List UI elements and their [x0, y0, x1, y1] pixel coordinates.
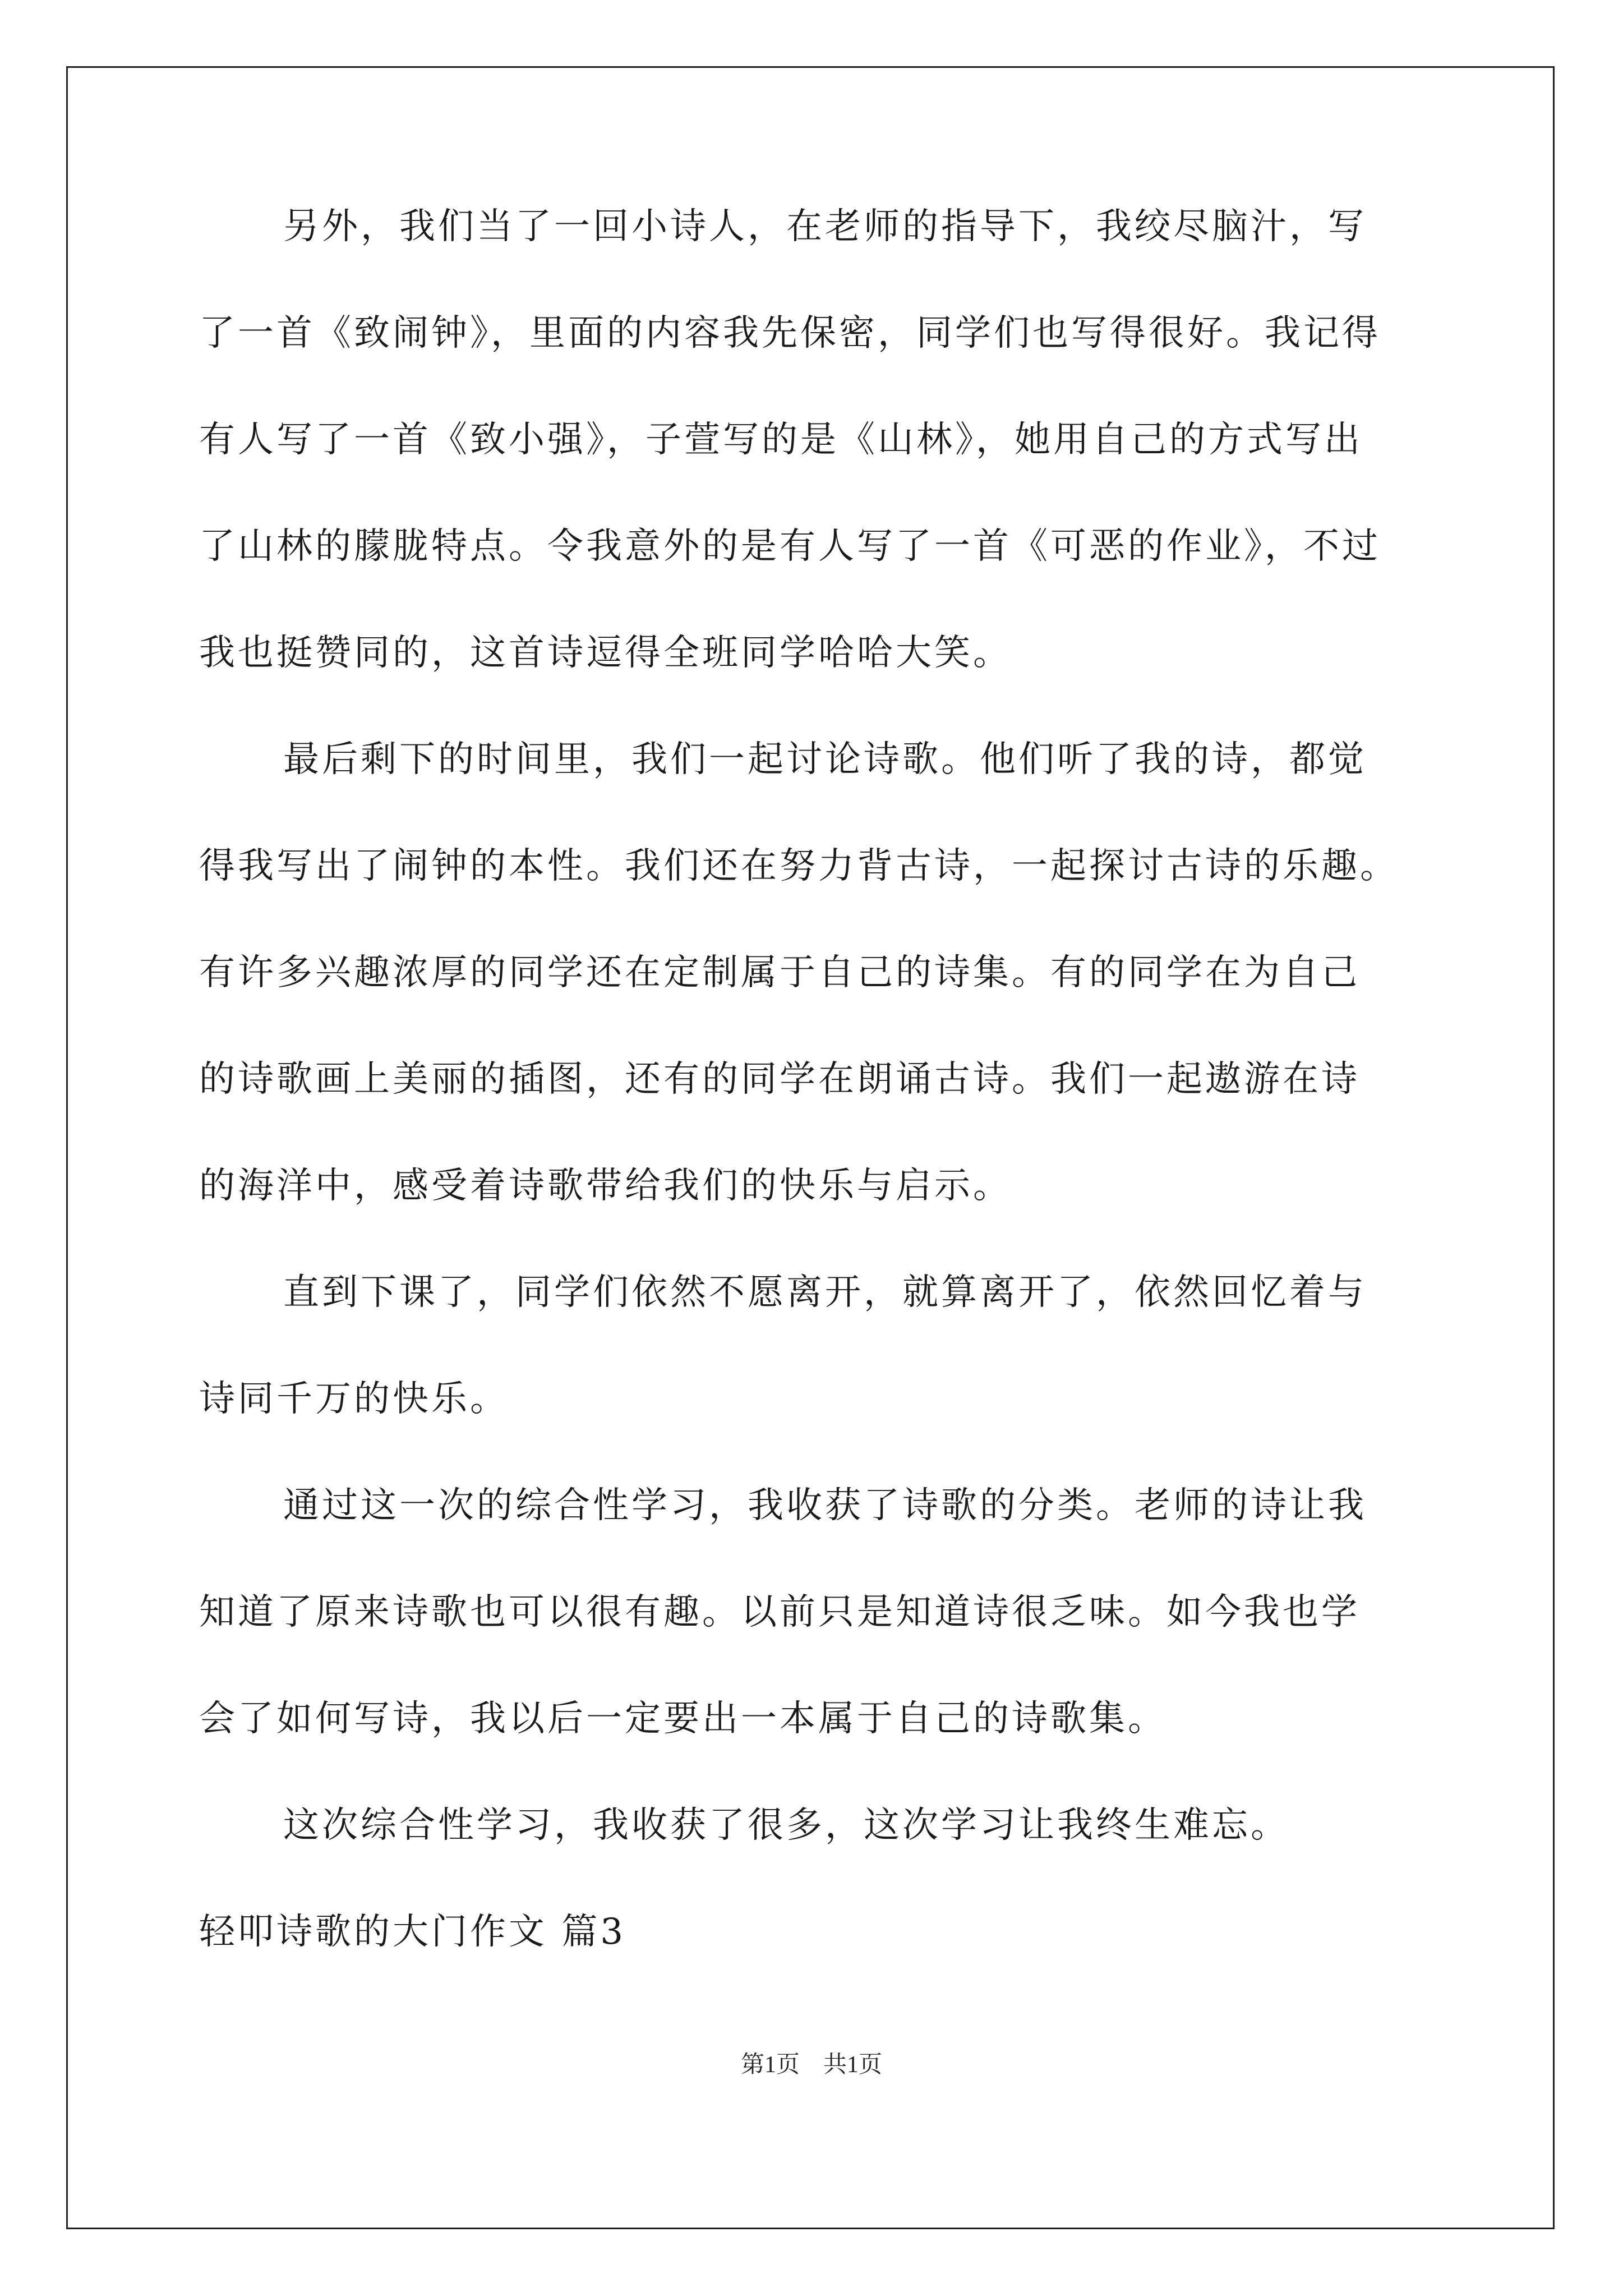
- paragraph-4-line-2: 知道了原来诗歌也可以很有趣。以前只是知道诗很乏味。如今我也学: [199, 1591, 1360, 1633]
- paragraph-2-line-2: 得我写出了闹钟的本性。我们还在努力背古诗，一起探讨古诗的乐趣。: [199, 845, 1399, 887]
- paragraph-2-line-5: 的海洋中，感受着诗歌带给我们的快乐与启示。: [199, 1165, 1012, 1207]
- paragraph-4-line-3: 会了如何写诗，我以后一定要出一本属于自己的诗歌集。: [199, 1698, 1166, 1740]
- paragraph-1-line-3: 有人写了一首《致小强》，子萱写的是《山林》，她用自己的方式写出: [199, 419, 1363, 461]
- paragraph-3-line-1: 直到下课了，同学们依然不愿离开，就算离开了，依然回忆着与: [283, 1272, 1367, 1313]
- paragraph-4-line-1: 通过这一次的综合性学习，我收获了诗歌的分类。老师的诗让我: [283, 1485, 1367, 1526]
- page-footer: 第1页 共1页: [740, 2052, 882, 2078]
- paragraph-3-line-2: 诗同千万的快乐。: [199, 1378, 509, 1420]
- paragraph-2-line-1: 最后剩下的时间里，我们一起讨论诗歌。他们听了我的诗，都觉: [283, 739, 1367, 780]
- paragraph-5-line-1: 这次综合性学习，我收获了很多，这次学习让我终生难忘。: [283, 1805, 1289, 1846]
- paragraph-2-line-4: 的诗歌画上美丽的插图，还有的同学在朗诵古诗。我们一起遨游在诗: [199, 1059, 1360, 1100]
- page-border: [66, 66, 1555, 2229]
- paragraph-1-line-4: 了山林的朦胧特点。令我意外的是有人写了一首《可恶的作业》，不过: [199, 526, 1381, 567]
- paragraph-1-line-1: 另外，我们当了一回小诗人，在老师的指导下，我绞尽脑汁，写: [283, 206, 1367, 247]
- paragraph-1-line-5: 我也挺赞同的，这首诗逗得全班同学哈哈大笑。: [199, 632, 1012, 674]
- paragraph-1-line-2: 了一首《致闹钟》，里面的内容我先保密，同学们也写得很好。我记得: [199, 312, 1381, 354]
- paragraph-2-line-3: 有许多兴趣浓厚的同学还在定制属于自己的诗集。有的同学在为自己: [199, 952, 1360, 993]
- section-heading: 轻叩诗歌的大门作文 篇3: [199, 1911, 626, 1953]
